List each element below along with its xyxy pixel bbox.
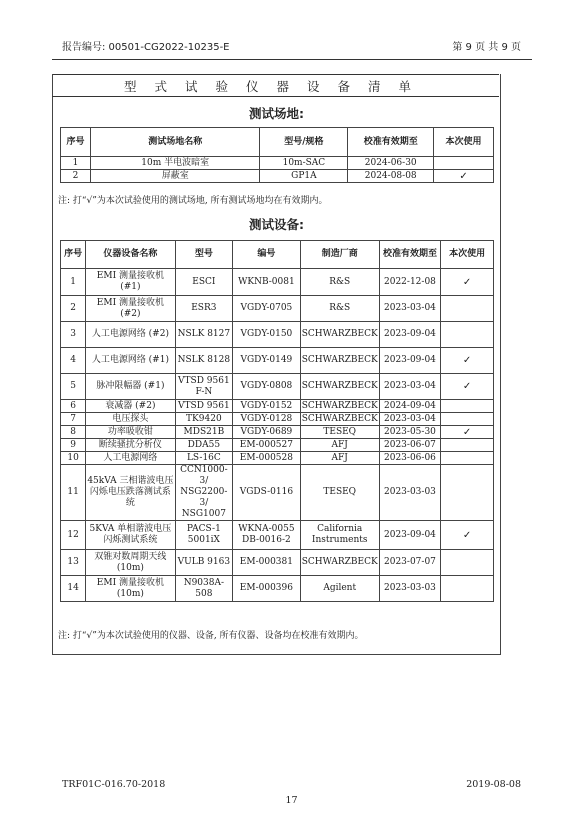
equipment-cell-model: LS-16C [175,452,232,465]
equipment-cell-no: 5 [61,374,86,400]
equipment-cell-no: 3 [61,322,86,348]
equipment-cell-date: 2023-03-04 [379,374,440,400]
site-cell-date: 2024-08-08 [348,170,434,183]
equipment-row [61,576,494,602]
equipment-cell-date: 2024-09-04 [379,400,440,413]
header-rule [52,59,532,60]
equipment-cell-model: PACS-1 5001iX [175,521,232,550]
equipment-cell-date: 2023-05-30 [379,426,440,439]
equipment-cell-name: EMI 测量接收机 (#2) [86,296,175,322]
equipment-cell-id: VGDY-0808 [233,374,301,400]
equipment-table [60,240,494,602]
equipment-cell-name: 双锥对数周期天线 (10m) [86,550,175,576]
equipment-cell-id: EM-000528 [233,452,301,465]
equipment-col-header: 型号 [175,241,232,269]
page-indicator: 第 9 页 共 9 页 [452,42,521,53]
equipment-cell-id: VGDY-0150 [233,322,301,348]
equipment-cell-no: 10 [61,452,86,465]
equipment-cell-used [441,400,494,413]
site-row [61,170,494,183]
equipment-row [61,439,494,452]
document-title: 型式试验仪器设备清单 [123,79,429,94]
equipment-row [61,296,494,322]
equipment-cell-model: CCN1000-3/ NSG2200-3/ NSG1007 [175,465,232,521]
equipment-row [61,426,494,439]
equipment-heading: 测试设备: [249,217,304,232]
equipment-cell-used: ✓ [441,348,494,374]
equipment-cell-maker: R&S [300,269,379,296]
site-header-row [61,128,494,157]
equipment-cell-used [441,322,494,348]
equipment-cell-date: 2023-06-07 [379,439,440,452]
equipment-cell-used [441,439,494,452]
equipment-cell-no: 2 [61,296,86,322]
site-cell-name: 屏蔽室 [90,170,260,183]
footer-date: 2019-08-08 [466,779,521,790]
equipment-cell-date: 2023-09-04 [379,521,440,550]
equipment-cell-maker: AFJ [300,452,379,465]
equipment-cell-id: EM-000396 [233,576,301,602]
site-cell-no: 1 [61,157,91,170]
equipment-cell-used [441,465,494,521]
equipment-col-header: 仪器设备名称 [86,241,175,269]
site-row [61,157,494,170]
site-cell-model: GP1A [260,170,348,183]
equipment-cell-used [441,452,494,465]
equipment-cell-model: TK9420 [175,413,232,426]
equipment-cell-no: 11 [61,465,86,521]
equipment-cell-maker: R&S [300,296,379,322]
equipment-cell-date: 2023-03-03 [379,576,440,602]
equipment-cell-model: MDS21B [175,426,232,439]
form-number: TRF01C-016.70-2018 [62,779,166,790]
equipment-cell-no: 13 [61,550,86,576]
equipment-cell-id: VGDY-0705 [233,296,301,322]
equipment-cell-name: EMI 测量接收机 (#1) [86,269,175,296]
equipment-cell-date: 2023-09-04 [379,322,440,348]
equipment-note: 注: 打“√”为本次试验使用的仪器、设备, 所有仪器、设备均在校准有效期内。 [58,631,364,641]
equipment-cell-maker: California Instruments [300,521,379,550]
equipment-cell-maker: SCHWARZBECK [301,413,378,424]
equipment-cell-used: ✓ [441,426,494,439]
equipment-cell-maker: SCHWARZBECK [300,348,379,374]
equipment-row [61,322,494,348]
equipment-cell-model: ESR3 [175,296,232,322]
equipment-cell-date: 2023-06-06 [379,452,440,465]
equipment-col-header: 序号 [61,241,86,269]
equipment-cell-date: 2023-03-03 [379,465,440,521]
site-cell-used: ✓ [434,170,494,183]
equipment-cell-maker: TESEQ [300,465,379,521]
equipment-cell-name: 功率吸收钳 [86,426,175,439]
equipment-cell-no: 8 [61,426,86,439]
page-number: 17 [285,795,298,806]
equipment-row [61,348,494,374]
site-cell-used [434,157,494,170]
equipment-cell-model: NSLK 8128 [175,348,232,374]
equipment-cell-name: 断续骚扰分析仪 [86,439,175,452]
equipment-cell-date: 2023-03-04 [379,413,440,426]
equipment-cell-id: EM-000381 [233,550,301,576]
equipment-cell-id: VGDY-0152 [233,400,301,413]
equipment-row [61,465,494,521]
equipment-col-header: 制造厂商 [300,241,379,269]
equipment-cell-id: WKNB-0081 [233,269,301,296]
equipment-cell-id: VGDY-0689 [233,426,301,439]
site-heading: 测试场地: [249,106,304,121]
equipment-cell-name: 45kVA 三相谐波电压闪烁电压跌落测试系统 [86,465,175,521]
equipment-row [61,413,494,426]
site-col-header: 测试场地名称 [90,128,260,157]
equipment-cell-maker: SCHWARZBECK [301,400,378,411]
equipment-cell-maker: TESEQ [300,426,379,439]
equipment-cell-date: 2022-12-08 [379,269,440,296]
equipment-cell-id: VGDS-0116 [233,465,301,521]
equipment-cell-used [441,576,494,602]
equipment-col-header: 本次使用 [441,241,494,269]
site-col-header: 序号 [61,128,91,157]
equipment-cell-no: 1 [61,269,86,296]
equipment-cell-name: 人工电源网络 [86,452,175,465]
equipment-header-row [61,241,494,269]
equipment-cell-maker: SCHWARZBECK [300,322,379,348]
equipment-cell-name: 脉冲限幅器 (#1) [86,374,175,400]
equipment-cell-name: 衰减器 (#2) [86,400,175,413]
equipment-cell-model: N9038A-508 [175,576,232,602]
equipment-cell-model: VTSD 9561 F-N [175,374,232,400]
equipment-cell-used [441,296,494,322]
equipment-cell-name: 人工电源网络 (#2) [86,322,175,348]
equipment-cell-no: 9 [61,439,86,452]
equipment-cell-date: 2023-09-04 [379,348,440,374]
site-cell-date: 2024-06-30 [348,157,434,170]
equipment-cell-used [441,550,494,576]
equipment-cell-model: NSLK 8127 [175,322,232,348]
equipment-cell-id: EM-000527 [233,439,301,452]
equipment-cell-date: 2023-07-07 [379,550,440,576]
site-note: 注: 打“√”为本次试验使用的测试场地, 所有测试场地均在有效期内。 [58,196,328,206]
equipment-cell-no: 12 [61,521,86,550]
equipment-col-header: 校准有效期至 [379,241,440,269]
equipment-cell-model: ESCI [175,269,232,296]
equipment-cell-id: VGDY-0128 [233,413,301,426]
equipment-cell-used: ✓ [441,269,494,296]
equipment-cell-maker: Agilent [300,576,379,602]
equipment-cell-name: 人工电源网络 (#1) [86,348,175,374]
equipment-cell-name: 5KVA 单相谐波电压闪烁测试系统 [86,521,175,550]
site-table [60,127,494,183]
site-cell-model: 10m-SAC [260,157,348,170]
equipment-row [61,452,494,465]
equipment-cell-used: ✓ [441,374,494,400]
equipment-cell-name: 电压探头 [86,413,175,426]
equipment-row [61,550,494,576]
equipment-cell-no: 14 [61,576,86,602]
equipment-cell-no: 4 [61,348,86,374]
equipment-cell-no: 6 [61,400,86,413]
site-cell-name: 10m 半电波暗室 [90,157,260,170]
equipment-cell-name: EMI 测量接收机 (10m) [86,576,175,602]
equipment-cell-model: VTSD 9561 [175,400,232,413]
site-cell-no: 2 [61,170,91,183]
equipment-cell-model: VULB 9163 [175,550,232,576]
report-number: 报告编号: 00501-CG2022-10235-E [62,42,230,53]
site-col-header: 型号/规格 [260,128,348,157]
equipment-cell-used [441,413,494,426]
equipment-row [61,400,494,413]
equipment-cell-maker: SCHWARZBECK [300,550,379,576]
equipment-cell-maker: AFJ [300,439,379,452]
equipment-cell-model: DDA55 [175,439,232,452]
equipment-cell-id: VGDY-0149 [233,348,301,374]
site-col-header: 本次使用 [434,128,494,157]
title-rule [52,96,499,97]
equipment-col-header: 编号 [233,241,301,269]
equipment-row [61,521,494,550]
equipment-cell-maker: SCHWARZBECK [300,374,379,400]
equipment-cell-used: ✓ [441,521,494,550]
equipment-row [61,269,494,296]
equipment-cell-no: 7 [61,413,86,426]
equipment-cell-date: 2023-03-04 [379,296,440,322]
equipment-row [61,374,494,400]
site-col-header: 校准有效期至 [348,128,434,157]
equipment-cell-id: WKNA-0055 DB-0016-2 [233,521,301,550]
